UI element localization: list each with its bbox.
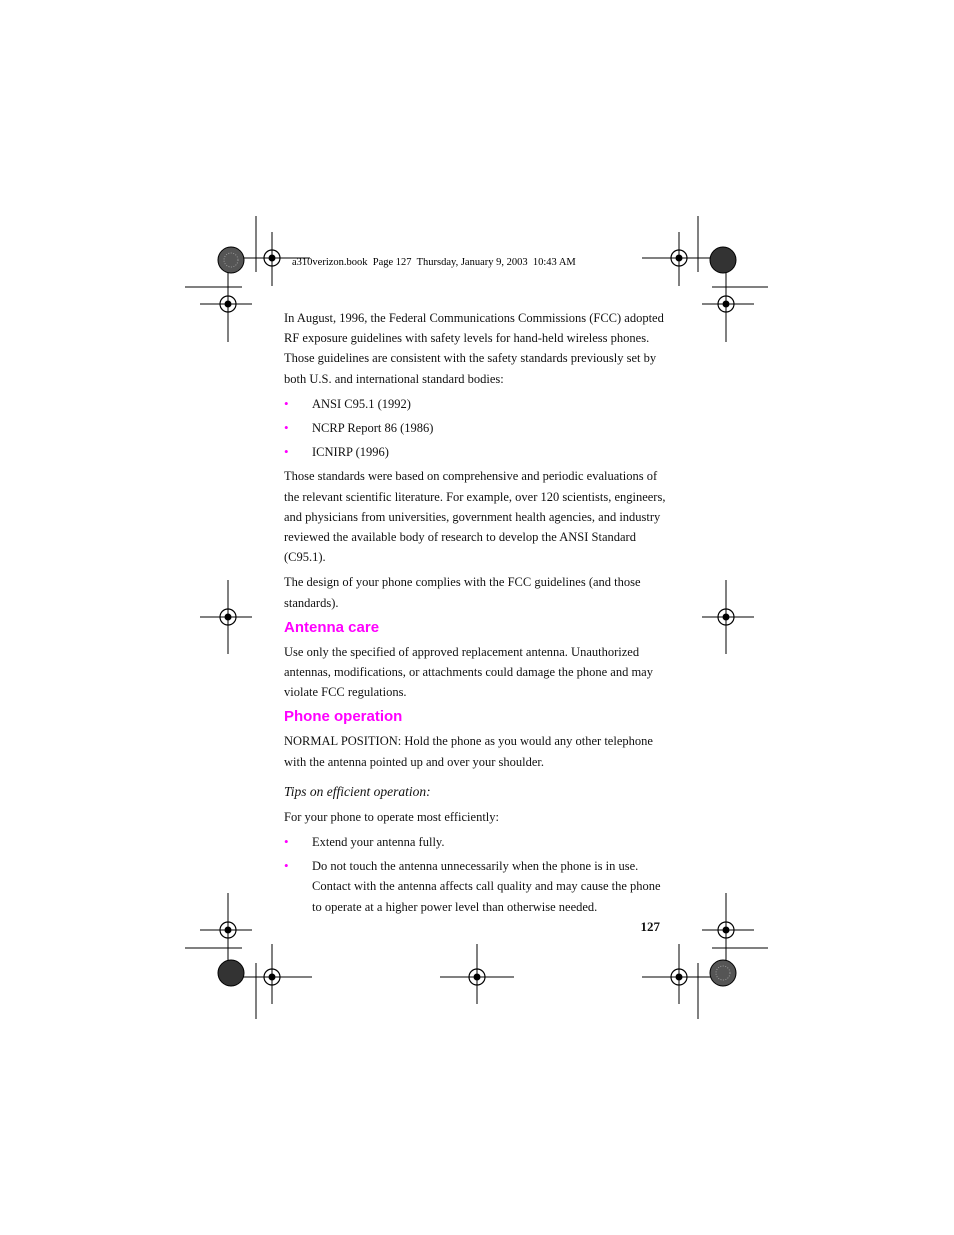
list-item: • Do not touch the antenna unnecessarily when the phone is in use. Contact with the antenna affects call quality and may cause the phone to operate at a higher power level than otherwise needed.: [284, 858, 661, 914]
bullet-icon: •: [284, 858, 289, 874]
list-item: • NCRP Report 86 (1986): [284, 418, 668, 438]
compliance-paragraph: The design of your phone complies with the FCC guidelines (and those standards).: [284, 575, 641, 610]
page-content: [284, 308, 668, 921]
standards-paragraph: Those standards were based on comprehensive and periodic evaluations of the relevant scientific literature. For example, over 120 scientists, engineers, and physicians from universities, government health agencies, and industry reviewed the available body of research to develop the ANSI Standard (C95.1).: [284, 469, 666, 565]
bullet-icon: •: [284, 395, 289, 411]
book-file-header: a310verizon.book Page 127 Thursday, January 9, 2003 10:43 AM: [292, 257, 576, 268]
page-number: 127: [640, 919, 660, 934]
list-item: • Extend your antenna fully.: [284, 832, 668, 852]
antenna-care-paragraph: Use only the specified of approved replacement antenna. Unauthorized antennas, modifications, or attachments could damage the phone and may violate FCC regulations.: [284, 644, 653, 700]
bullet-icon: •: [284, 444, 289, 460]
list-item: • ANSI C95.1 (1992): [284, 394, 668, 414]
phone-operation-heading: Phone operation: [284, 708, 403, 726]
standards-list: [284, 394, 668, 463]
normal-position-paragraph: NORMAL POSITION: Hold the phone as you would any other telephone with the antenna pointed up and over your shoulder.: [284, 734, 653, 769]
antenna-care-heading: Antenna care: [284, 618, 380, 636]
list-item: • ICNIRP (1996): [284, 442, 668, 462]
bullet-icon: •: [284, 420, 289, 436]
tips-list: [284, 832, 668, 917]
bullet-icon: •: [284, 834, 289, 850]
tips-intro: For your phone to operate most efficiently:: [284, 809, 499, 824]
intro-paragraph: In August, 1996, the Federal Communications Commissions (FCC) adopted RF exposure guidelines with safety levels for hand-held wireless phones. Those guidelines are consistent with the safety standards previously set by both U.S. and international standard bodies:: [284, 311, 664, 386]
tips-heading: Tips on efficient operation:: [284, 783, 431, 799]
